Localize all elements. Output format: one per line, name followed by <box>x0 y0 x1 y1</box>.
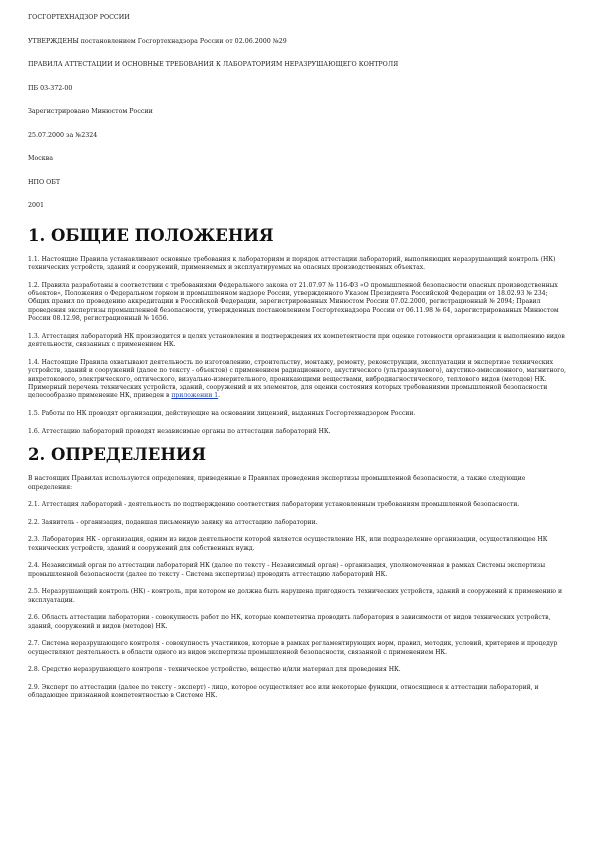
definition-2-2: 2.2. Заявитель - организация, подавшая письменную заявку на аттестацию лаборатории. <box>28 518 318 526</box>
paragraph-1-4-end: . <box>218 392 221 400</box>
document-code: ПБ 03-372-00 <box>28 84 73 92</box>
paragraph-1-4 <box>28 359 568 401</box>
paragraph-1-1: 1.1. Настоящие Правила устанавливают основные требования к лабораториям и порядок аттестации лабораторий, выполняющих неразрушающий контроль (НК) технических устройств, зданий и сооружений, применяемых и эксплуатируемых на опасных производственных объектах. <box>28 255 556 271</box>
definition-2-4: 2.4. Независимый орган по аттестации лабораторий НК (далее по тексту - Независимый орган) - организация, уполномоченная в рамках Системы экспертизы промышленной безопасности (далее по тексту - Система экспертизы) проводить аттестацию лабораторий НК. <box>28 562 546 578</box>
definition-2-7: 2.7. Система неразрушающего контроля - совокупность участников, которые в рамках регламентирующих норм, правил, методик, условий, критериев и процедур осуществляют деятельность в области одного из видов экспертизы промышленной безопасности, связанной с применением НК. <box>28 640 558 656</box>
definition-2-6: 2.6. Область аттестации лаборатории - совокупность работ по НК, которые компетентна проводить лаборатория в зависимости от видов технических устройств, зданий, сооружений и видов (методов) НК. <box>28 614 551 630</box>
publisher: НПО ОБТ <box>28 178 61 186</box>
document-body <box>28 14 568 710</box>
definition-2-5: 2.5. Неразрушающий контроль (НК) - контроль, при котором не должна быть нарушена пригодность технических устройств, зданий и сооружений к применению и эксплуатации. <box>28 588 563 604</box>
paragraph-1-2: 1.2. Правила разработаны в соответствии с требованиями Федерального закона от 21.07.97 № 116-ФЗ «О промышленной безопасности опасных производственных объектов», Положения о Федеральном горном и промышленном надзоре России, утвержденного Указом Президента Российской Федерации от 18.02.93 № 234; Общих правил по проведению аккредитации в Российской Федерации, зарегистрированных Минюстом России 07.02.2000, регистрационный № 2094; Правил проведения экспертизы промышленной безопасности, утвержденных постановлением Госгортехнадзора России от 06.11.98 № 64, зарегистрированных Минюстом России 08.12.98, регистрационный № 1656. <box>28 281 559 323</box>
city: Москва <box>28 155 53 162</box>
section-1-heading: 1. ОБЩИЕ ПОЛОЖЕНИЯ <box>28 225 274 245</box>
appendix-1-link[interactable]: приложении 1 <box>171 392 219 400</box>
definition-2-3: 2.3. Лаборатория НК - организация, одним из видов деятельности которой является осуществление НК, или подразделение организации, осуществляющее НК технических устройств, зданий и сооружений для собственных нужд. <box>28 536 548 552</box>
paragraph-1-5: 1.5. Работы по НК проводят организации, действующие на основании лицензий, выданных Госгортехнадзором России. <box>28 409 416 417</box>
year: 2001 <box>28 202 45 209</box>
definition-2-9: 2.9. Эксперт по аттестации (далее по тексту - эксперт) - лицо, которое осуществляет все или некоторые функции, относящиеся к аттестации лабораторий, и обладающее признанной компетентностью в Системе НК. <box>28 683 539 700</box>
definitions-intro: В настоящих Правилах используются определения, приведенные в Правилах проведения экспертизы промышленной безопасности, а также следующие определения: <box>28 475 526 491</box>
section-2-heading: 2. ОПРЕДЕЛЕНИЯ <box>28 445 207 465</box>
registration-note: Зарегистрировано Минюстом России <box>28 108 153 115</box>
definition-2-1: 2.1. Аттестация лабораторий - деятельность по подтверждению соответствия лаборатории установленным требованиям промышленной безопасности. <box>28 501 520 509</box>
paragraph-1-3: 1.3. Аттестация лабораторий НК производится в целях установления и подтверждения их компетентности при оценке готовности организации к выполнению видов деятельности, связанных с применением НК. <box>28 332 565 349</box>
approval-line: УТВЕРЖДЕНЫ постановлением Госгортехнадзора России от 02.06.2000 №29 <box>28 37 287 45</box>
agency-name: ГОСГОРТЕХНАДЗОР РОССИИ <box>28 14 130 21</box>
definition-2-8: 2.8. Средство неразрушающего контроля - техническое устройство, вещество и/или материал для проведения НК. <box>28 666 401 674</box>
paragraph-1-6: 1.6. Аттестацию лабораторий проводят независимые органы по аттестации лабораторий НК. <box>28 427 331 435</box>
paragraph-1-4-text: 1.4. Настоящие Правила охватывают деятельность по изготовлению, строительству, монтажу, ремонту, реконструкции, эксплуатации и экспертизе технических устройств, зданий и сооружений (далее по тексту - объектов) с применением радиационного, акустического (ультразвукового), акустико-эмиссионного, магнитного, вихретокового, электрического, оптического, визуально-измерительного, проникающими веществами, вибродиагностического, теплового видов (методов) НК. Примерный перечень технических устройств, зданий, сооружений и их элементов, для оценки состояния которых требованиями промышленной безопасности целесообразно применение НК, приведен в <box>28 358 566 400</box>
registration-date: 25.07.2000 за №2324 <box>28 131 98 139</box>
document-title: ПРАВИЛА АТТЕСТАЦИИ И ОСНОВНЫЕ ТРЕБОВАНИЯ К ЛАБОРАТОРИЯМ НЕРАЗРУШАЮЩЕГО КОНТРОЛЯ <box>28 61 399 68</box>
